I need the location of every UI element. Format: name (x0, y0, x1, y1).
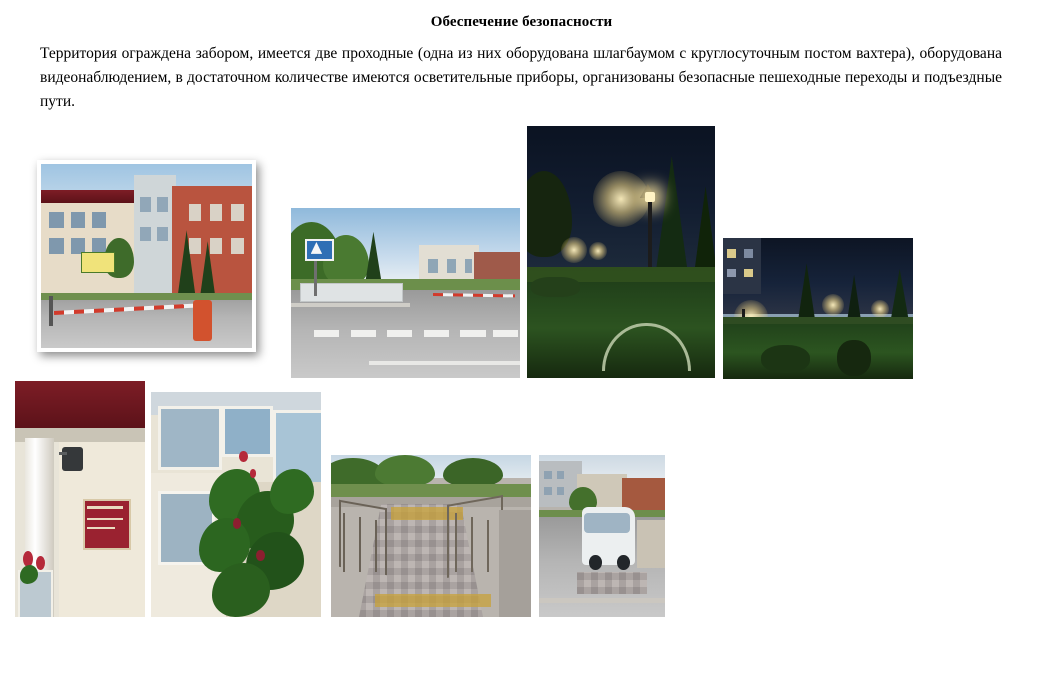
photo-ramp-with-railings (331, 455, 531, 617)
photo-entrance-canopy-sign (15, 381, 145, 617)
photo-building-entrance-plants (151, 392, 321, 617)
photo-night-territory-lights (723, 238, 913, 379)
photo-checkpoint-with-barrier (37, 160, 256, 352)
body-paragraph: Территория ограждена забором, имеется две проходные (одна из них оборудована шлагбаумом с круглосуточным постом вахтера), оборудована видеонаблюдением, в достаточном количестве имеются осветительные приборы, организованы безопасные пешеходные переходы и подъездные пути. (40, 45, 1002, 111)
page-title: Обеспечение безопасности (430, 14, 613, 30)
photo-pedestrian-crossing (291, 208, 520, 378)
photo-night-lamp-lawn (527, 126, 715, 378)
photo-service-vehicle-driveway (539, 455, 665, 617)
